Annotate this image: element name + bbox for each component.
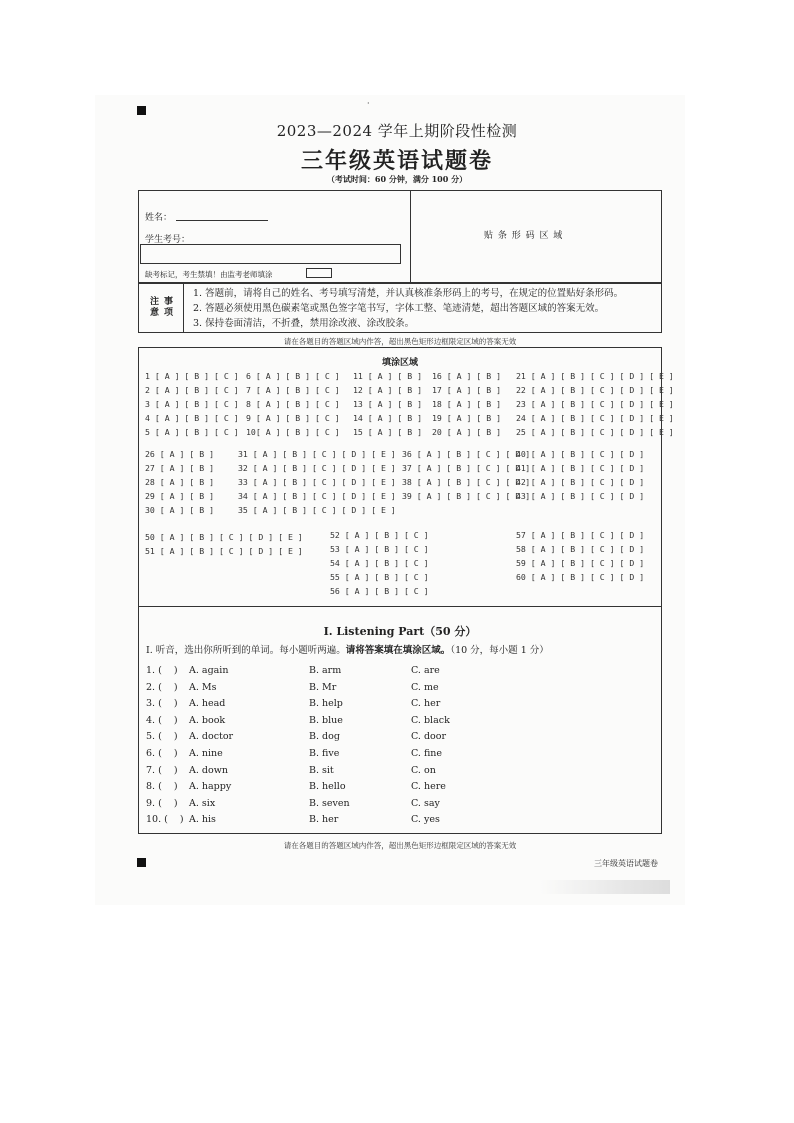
answer-bubble-row[interactable]: 59 [ A ] [ B ] [ C ] [ D ] [516, 558, 645, 568]
option-a: A. doctor [189, 731, 234, 743]
option-a: A. Ms [189, 681, 217, 693]
listening-title: I. Listening Part（50 分） [323, 625, 477, 638]
question-number: 2. ( ) [146, 681, 178, 693]
instruction-text: I. 听音，选出你所听到的单词。每小题听两遍。 [146, 645, 346, 656]
question-number: 6. ( ) [146, 748, 178, 759]
option-a: A. head [189, 698, 226, 710]
answer-bubble-row[interactable]: 10[ A ] [ B ] [ C ] [246, 427, 340, 437]
notes-list [193, 286, 623, 331]
name-field[interactable] [176, 220, 268, 221]
answer-bubble-row[interactable]: 57 [ A ] [ B ] [ C ] [ D ] [516, 530, 645, 540]
option-c: C. black [411, 714, 450, 726]
page-footer: 三年级英语试题卷 [594, 859, 658, 868]
absent-mark-label: 缺考标记，考生禁填！由监考老师填涂 [145, 270, 273, 279]
option-c: C. fine [411, 748, 443, 759]
answer-bubble-row[interactable]: 34 [ A ] [ B ] [ C ] [ D ] [ E ] [238, 491, 396, 501]
answer-bubble-row[interactable]: 30 [ A ] [ B ] [145, 505, 215, 515]
option-b: B. blue [309, 714, 343, 726]
answer-bubble-row[interactable]: 60 [ A ] [ B ] [ C ] [ D ] [516, 572, 645, 582]
answer-bubble-row[interactable]: 42 [ A ] [ B ] [ C ] [ D ] [516, 477, 645, 487]
answer-bubble-row[interactable]: 7 [ A ] [ B ] [ C ] [246, 385, 340, 395]
answer-bubble-row[interactable]: 52 [ A ] [ B ] [ C ] [330, 530, 429, 540]
answer-bubble-row[interactable]: 19 [ A ] [ B ] [432, 413, 502, 423]
exam-time-score: （考试时间：60 分钟，满分 100 分） [326, 174, 468, 184]
answer-bubble-row[interactable]: 33 [ A ] [ B ] [ C ] [ D ] [ E ] [238, 477, 396, 487]
question-number: 5. ( ) [146, 731, 178, 743]
question-number: 7. ( ) [146, 764, 178, 776]
answer-bubble-row[interactable]: 32 [ A ] [ B ] [ C ] [ D ] [ E ] [238, 463, 396, 473]
answer-bubble-row[interactable]: 15 [ A ] [ B ] [353, 427, 423, 437]
answer-bubble-row[interactable]: 38 [ A ] [ B ] [ C ] [ D ] [402, 477, 531, 487]
option-b: B. hello [309, 781, 346, 793]
answer-bubble-row[interactable]: 17 [ A ] [ B ] [432, 385, 502, 395]
answer-bubble-row[interactable]: 58 [ A ] [ B ] [ C ] [ D ] [516, 544, 645, 554]
answer-area-divider [138, 606, 662, 607]
answer-bubble-row[interactable]: 50 [ A ] [ B ] [ C ] [ D ] [ E ] [145, 532, 303, 542]
instruction-emphasis: 请将答案填在填涂区域。 [345, 645, 451, 656]
answer-bubble-row[interactable]: 6 [ A ] [ B ] [ C ] [246, 371, 340, 381]
note-item: 2. 答题必须使用黑色碳素笔或黑色签字笔书写，字体工整、笔迹清楚，超出答题区域的答案无效。 [193, 303, 605, 314]
answer-bubble-row[interactable]: 25 [ A ] [ B ] [ C ] [ D ] [ E ] [516, 427, 674, 437]
answer-bubble-row[interactable]: 41 [ A ] [ B ] [ C ] [ D ] [516, 463, 645, 473]
info-divider [410, 190, 411, 283]
notes-label-char: 意 [150, 308, 160, 318]
answer-bubble-row[interactable]: 18 [ A ] [ B ] [432, 399, 502, 409]
answer-bubble-row[interactable]: 22 [ A ] [ B ] [ C ] [ D ] [ E ] [516, 385, 674, 395]
option-c: C. yes [411, 814, 440, 826]
notes-label-char: 项 [164, 308, 174, 318]
answer-bubble-row[interactable]: 13 [ A ] [ B ] [353, 399, 423, 409]
option-c: C. me [411, 681, 439, 693]
instruction-score: （10 分，每小题 1 分） [450, 645, 549, 656]
option-a: A. six [189, 797, 216, 809]
absent-mark-box[interactable] [306, 268, 332, 278]
answer-bubble-row[interactable]: 23 [ A ] [ B ] [ C ] [ D ] [ E ] [516, 399, 674, 409]
option-a: A. nine [189, 748, 223, 759]
answer-bubble-row[interactable]: 16 [ A ] [ B ] [432, 371, 502, 381]
option-c: C. her [411, 698, 441, 710]
answer-bubble-row[interactable]: 5 [ A ] [ B ] [ C ] [145, 427, 239, 437]
answer-bubble-row[interactable]: 9 [ A ] [ B ] [ C ] [246, 413, 340, 423]
option-b: B. help [309, 698, 343, 710]
barcode-area: 贴 条 形 码 区 域 [484, 231, 564, 241]
option-c: C. say [411, 797, 440, 809]
answer-bubble-row[interactable]: 53 [ A ] [ B ] [ C ] [330, 544, 429, 554]
answer-bubble-row[interactable]: 8 [ A ] [ B ] [ C ] [246, 399, 340, 409]
answer-bubble-row[interactable]: 4 [ A ] [ B ] [ C ] [145, 413, 239, 423]
answer-bubble-row[interactable]: 11 [ A ] [ B ] [353, 371, 423, 381]
alignment-marker-bottom [137, 858, 146, 867]
listening-instruction [146, 642, 549, 656]
answer-bubble-row[interactable]: 29 [ A ] [ B ] [145, 491, 215, 501]
answer-bubble-row[interactable]: 21 [ A ] [ B ] [ C ] [ D ] [ E ] [516, 371, 674, 381]
answer-bubble-row[interactable]: 14 [ A ] [ B ] [353, 413, 423, 423]
answer-bubble-row[interactable]: 35 [ A ] [ B ] [ C ] [ D ] [ E ] [238, 505, 396, 515]
option-b: B. dog [309, 731, 340, 743]
answer-bubble-row[interactable]: 27 [ A ] [ B ] [145, 463, 215, 473]
question-number: 10. ( ) [146, 814, 184, 826]
answer-bubble-row[interactable]: 51 [ A ] [ B ] [ C ] [ D ] [ E ] [145, 546, 303, 556]
answer-bubble-row[interactable]: 39 [ A ] [ B ] [ C ] [ D ] [402, 491, 531, 501]
option-c: C. on [411, 764, 436, 776]
notes-divider [183, 283, 184, 333]
question-number: 4. ( ) [146, 714, 178, 726]
option-b: B. her [309, 814, 339, 826]
answer-bubble-row[interactable]: 26 [ A ] [ B ] [145, 449, 215, 459]
notes-label-char: 事 [164, 297, 174, 307]
answer-bubble-row[interactable]: 40 [ A ] [ B ] [ C ] [ D ] [516, 449, 645, 459]
alignment-marker-top [137, 106, 146, 115]
student-id-field[interactable] [140, 244, 401, 264]
scan-shadow [540, 880, 670, 894]
option-b: B. sit [309, 764, 334, 776]
note-item: 3. 保持卷面清洁，不折叠，禁用涂改液、涂改胶条。 [193, 318, 415, 329]
scan-dot: · [367, 99, 370, 108]
option-c: C. here [411, 781, 446, 793]
exam-title: 三年级英语试题卷 [300, 148, 493, 174]
question-number: 8. ( ) [146, 781, 178, 793]
option-b: B. arm [309, 665, 342, 676]
fill-area-title: 填涂区域 [381, 358, 418, 368]
option-a: A. down [189, 764, 228, 776]
answer-bubble-row[interactable]: 24 [ A ] [ B ] [ C ] [ D ] [ E ] [516, 413, 674, 423]
notes-label-col1 [150, 297, 159, 319]
option-a: A. happy [189, 781, 232, 793]
answer-bubble-row[interactable]: 2 [ A ] [ B ] [ C ] [145, 385, 239, 395]
answer-bubble-row[interactable]: 56 [ A ] [ B ] [ C ] [330, 586, 429, 596]
notes-label-char: 注 [150, 297, 160, 307]
option-a: A. his [189, 814, 216, 826]
option-b: B. seven [309, 797, 350, 809]
name-label: 姓名： [145, 213, 173, 223]
option-b: B. five [309, 748, 340, 759]
question-number: 3. ( ) [146, 698, 178, 710]
option-b: B. Mr [309, 681, 337, 693]
answer-bubble-row[interactable]: 31 [ A ] [ B ] [ C ] [ D ] [ E ] [238, 449, 396, 459]
answer-bubble-row[interactable]: 43 [ A ] [ B ] [ C ] [ D ] [516, 491, 645, 501]
option-a: A. again [189, 665, 229, 676]
option-a: A. book [189, 714, 226, 726]
question-number: 1. ( ) [146, 665, 178, 676]
answer-bubble-row[interactable]: 37 [ A ] [ B ] [ C ] [ D ] [402, 463, 531, 473]
boundary-note-bottom: 请在各题目的答题区域内作答，超出黑色矩形边框限定区域的答案无效 [283, 841, 517, 850]
option-c: C. door [411, 731, 447, 743]
note-item: 1. 答题前，请将自己的姓名、考号填写清楚，并认真核准条形码上的考号，在规定的位置贴好条形码。 [193, 288, 624, 299]
notes-label-col2 [164, 297, 173, 319]
student-id-label: 学生考号： [145, 235, 191, 245]
option-c: C. are [411, 665, 440, 676]
answer-bubble-row[interactable]: 36 [ A ] [ B ] [ C ] [ D ] [402, 449, 531, 459]
answer-bubble-row[interactable]: 12 [ A ] [ B ] [353, 385, 423, 395]
answer-bubble-row[interactable]: 28 [ A ] [ B ] [145, 477, 215, 487]
question-number: 9. ( ) [146, 797, 178, 809]
exam-term-title: 2023—2024 学年上期阶段性检测 [276, 122, 518, 140]
answer-bubble-row[interactable]: 3 [ A ] [ B ] [ C ] [145, 399, 239, 409]
answer-bubble-row[interactable]: 54 [ A ] [ B ] [ C ] [330, 558, 429, 568]
boundary-note-top: 请在各题目的答题区域内作答，超出黑色矩形边框限定区域的答案无效 [283, 337, 517, 346]
answer-bubble-row[interactable]: 55 [ A ] [ B ] [ C ] [330, 572, 429, 582]
answer-bubble-row[interactable]: 1 [ A ] [ B ] [ C ] [145, 371, 239, 381]
answer-bubble-row[interactable]: 20 [ A ] [ B ] [432, 427, 502, 437]
